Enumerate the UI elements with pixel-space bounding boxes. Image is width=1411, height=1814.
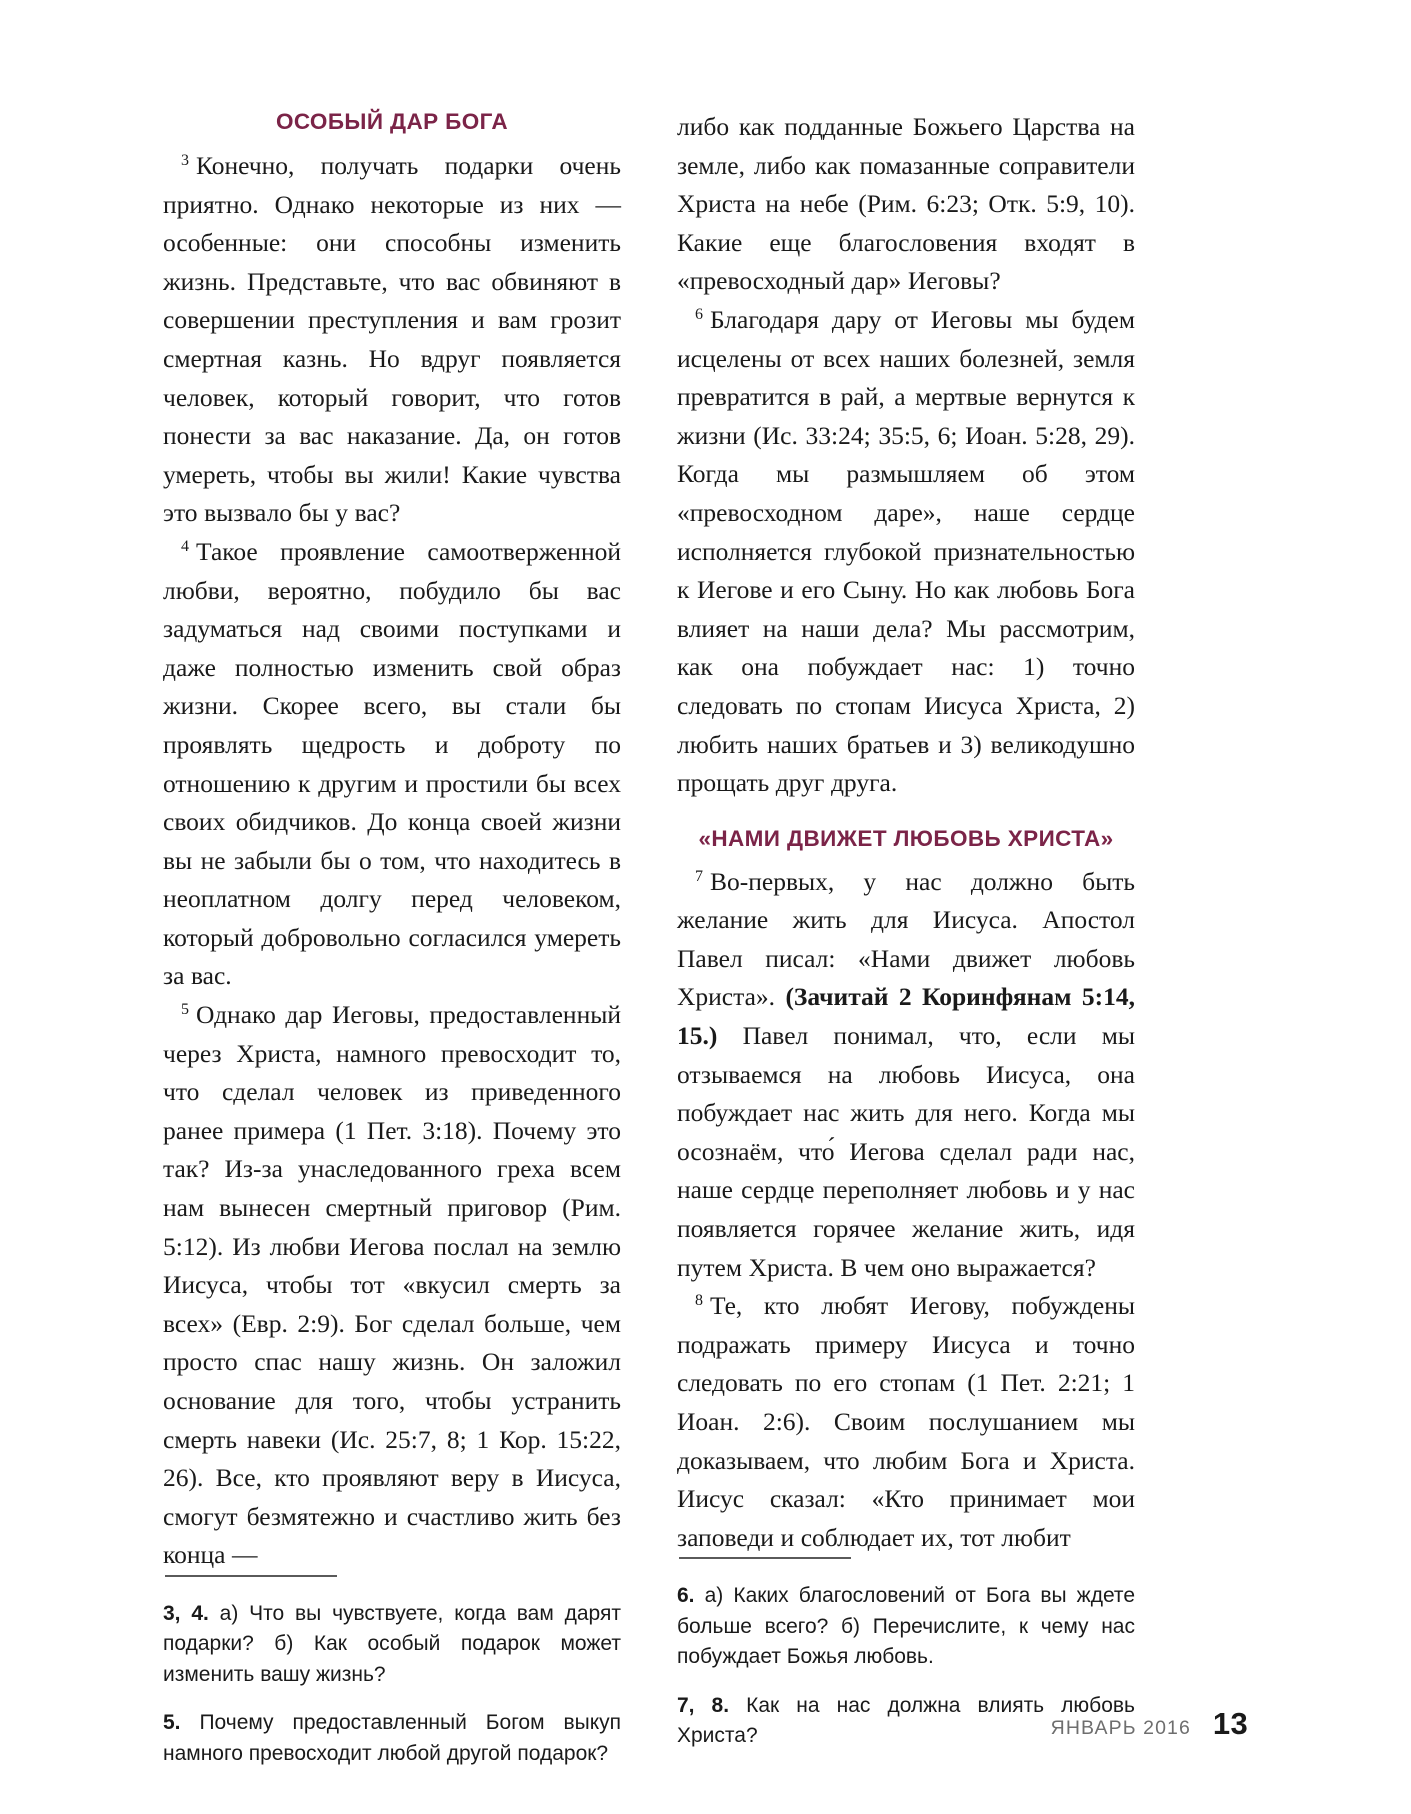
paragraph-3 xyxy=(163,147,621,533)
footnote-divider xyxy=(679,1557,851,1559)
scripture-read-citation: (Зачитай 2 Коринфянам 5:14, 15.) xyxy=(677,982,1135,1051)
page-footer xyxy=(1051,1706,1248,1742)
left-column-body xyxy=(163,108,621,1575)
footnote-text: Почему предоставленный Богом выкуп намного превосходит любой другой подарок? xyxy=(163,1711,621,1765)
footnote-text: а) Каких благословений от Бога вы ждете больше всего? б) Перечислите, к чему нас побуждает Божья любовь. xyxy=(677,1584,1135,1669)
footnote-label: 6. xyxy=(677,1584,695,1608)
paragraph-7 xyxy=(677,863,1135,1288)
paragraph-text: Конечно, получать подарки очень приятно. Однако некоторые из них — особенные: они способны изменить жизнь. Представьте, что вас обвиняют в совершении преступления и вам грозит смертная казнь. Но вдруг появляется человек, который говорит, что готов понести за вас наказание. Да, он готов умереть, чтобы вы жили! Какие чувства это вызвало бы у вас? xyxy=(163,151,621,528)
left-column xyxy=(163,108,621,1765)
paragraph-text: Однако дар Иеговы, предоставленный через Христа, намного превосходит то, что сделал человек из приведенного ранее примера (1 Пет. 3:18). Почему это так? Из-за унаследованного греха всем нам вынесен смертный приговор (Рим. 5:12). Из любви Иегова послал на землю Иисуса, чтобы тот «вкусил смерть за всех» (Евр. 2:9). Бог сделал больше, чем просто спас нашу жизнь. Он заложил основание для того, чтобы устранить смерть навеки (Ис. 25:7, 8; 1 Кор. 15:22, 26). Все, кто проявляют веру в Иисуса, смогут безмятежно и счастливо жить без конца — xyxy=(163,1000,621,1570)
paragraph-number: 5 xyxy=(181,1001,189,1019)
footnote-label: 7, 8. xyxy=(677,1693,730,1717)
paragraph-5 xyxy=(163,996,621,1575)
footnote-text: а) Что вы чувствуете, когда вам дарят подарки? б) Как особый подарок может изменить вашу жизнь? xyxy=(163,1601,621,1686)
footnote-label: 3, 4. xyxy=(163,1601,209,1625)
footnote-label: 5. xyxy=(163,1711,181,1735)
paragraph-5-continuation xyxy=(677,108,1135,301)
paragraph-number: 6 xyxy=(695,306,703,324)
issue-date: ЯНВАРЬ 2016 xyxy=(1050,1717,1191,1739)
paragraph-6 xyxy=(677,301,1135,803)
page-number: 13 xyxy=(1212,1706,1248,1741)
paragraph-text-after-citation: Павел понимал, что, если мы отзываемся на любовь Иисуса, она побуждает нас жить для него. Когда мы осознаём, что́ Иегова сделал ради нас, наше сердце переполняет любовь и у нас появляется горячее желание жить, идя путем Христа. В чем оно выражается? xyxy=(677,1021,1135,1282)
footnote-text: Как на нас должна влиять любовь Христа? xyxy=(677,1693,1135,1748)
footnote-question-5 xyxy=(163,1708,621,1769)
left-column-footnotes xyxy=(163,1575,621,1770)
footnote-question-6 xyxy=(677,1581,1135,1673)
paragraph-number: 8 xyxy=(695,1292,703,1310)
paragraph-4 xyxy=(163,533,621,996)
right-column-body xyxy=(677,108,1135,1557)
footnote-divider xyxy=(165,1575,337,1577)
paragraph-number: 7 xyxy=(695,867,703,885)
paragraph-text: Такое проявление самоотверженной любви, вероятно, побудило бы вас задуматься над своими поступками и даже полностью изменить свой образ жизни. Скорее всего, вы стали бы проявлять щедрость и доброту по отношению к другим и простили бы всех своих обидчиков. До конца своей жизни вы не забыли бы о том, что находитесь в неоплатном долгу перед человеком, который добровольно согласился умереть за вас. xyxy=(163,536,621,991)
paragraph-number: 4 xyxy=(181,538,189,556)
paragraph-text: либо как подданные Божьего Царства на земле, либо как помазанные соправители Христа на небе (Рим. 6:23; Отк. 5:9, 10). Какие еще благословения входят в «превосходный дар» Иеговы? xyxy=(677,112,1135,296)
section-heading-secondary: «НАМИ ДВИЖЕТ ЛЮБОВЬ ХРИСТА» xyxy=(698,825,1114,851)
paragraph-8 xyxy=(677,1287,1135,1557)
paragraph-text: Те, кто любят Иегову, побуждены подражать примеру Иисуса и точно следовать по его стопам (1 Пет. 2:21; 1 Иоан. 2:6). Своим послушанием мы доказываем, что любим Бога и Христа. Иисус сказал: «Кто принимает мои заповеди и соблюдает их, тот любит xyxy=(677,1291,1135,1552)
paragraph-text: Благодаря дару от Иеговы мы будем исцелены от всех наших болезней, земля превратится в рай, а мертвые вернутся к жизни (Ис. 33:24; 35:5, 6; Иоан. 5:28, 29). Когда мы размышляем об этом «превосходном даре», наше сердце исполняется глубокой признательностью к Иегове и его Сыну. Но как любовь Бога влияет на наши дела? Мы рассмотрим, как она побуждает нас: 1) точно следовать по стопам Иисуса Христа, 2) любить наших братьев и 3) великодушно прощать друг друга. xyxy=(677,304,1135,798)
section-heading-primary: ОСОБЫЙ ДАР БОГА xyxy=(275,109,509,134)
footnote-questions-3-4 xyxy=(163,1599,621,1691)
paragraph-text-before-citation: Во-первых, у нас должно быть желание жить для Иисуса. Апостол Павел писал: «Нами движет любовь Христа». xyxy=(677,866,1135,1012)
paragraph-number: 3 xyxy=(181,152,189,170)
